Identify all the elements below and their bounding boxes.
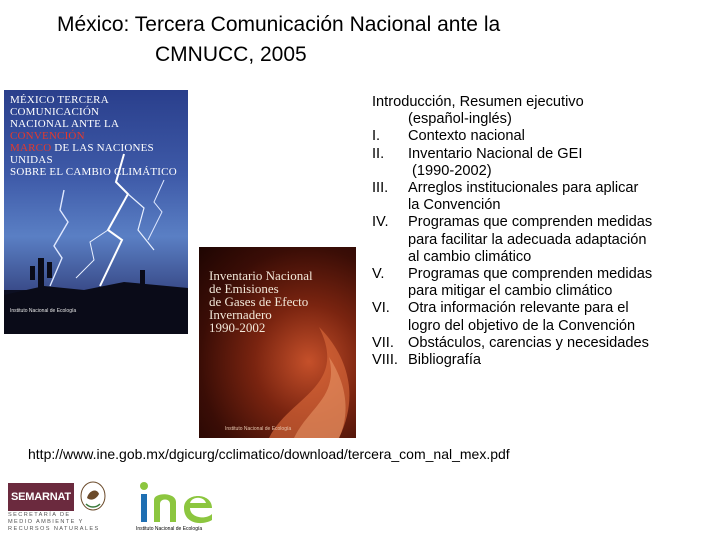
toc-item-number: I.	[372, 128, 381, 145]
mexican-eagle-crest-icon	[78, 478, 108, 512]
cover2-footer: Instituto Nacional de Ecología	[225, 426, 292, 432]
toc-item-number: II.	[372, 145, 385, 162]
toc-item-continuation: al cambio climático	[408, 248, 532, 265]
ine-mark-icon	[132, 478, 242, 526]
toc-intro-sub: (español-inglés)	[408, 111, 512, 128]
toc-item-continuation: para facilitar la adecuada adaptación	[408, 231, 647, 248]
title-line-2: CMNUCC, 2005	[155, 43, 307, 66]
toc-item: I. Contexto nacional	[372, 128, 525, 145]
toc-item-continuation: la Convención	[408, 197, 501, 214]
ine-logo	[132, 478, 242, 540]
document-url[interactable]: http://www.ine.gob.mx/dgicurg/cclimatico/download/tercera_com_nal_mex.pdf	[28, 446, 510, 462]
cover1-title: MÉXICO TERCERA COMUNICACIÓN NACIONAL ANTE LA CONVENCIÓN MARCO DE LAS NACIONES UNIDAS SOBRE EL CAMBIO CLIMÁTICO	[10, 94, 177, 178]
toc-item: III. Arreglos institucionales para aplicar	[372, 180, 639, 197]
cover2-title: Inventario Nacional de Emisiones de Gases de Efecto Invernadero 1990-2002	[209, 268, 313, 335]
toc-item: VIII. Bibliografía	[372, 352, 482, 369]
table-of-contents	[372, 94, 717, 369]
ine-label: Instituto Nacional de Ecología	[136, 526, 203, 532]
toc-item-number: III.	[372, 180, 389, 197]
toc-item-number: VI.	[372, 300, 390, 317]
semarnat-brand-bar: SEMARNAT	[8, 483, 74, 511]
cover-tercera-comunicacion	[4, 90, 188, 334]
toc-item-number: VII.	[372, 334, 394, 351]
toc-item-number: IV.	[372, 214, 389, 231]
toc-item-number: V.	[372, 266, 385, 283]
toc-item: VI. Otra información relevante para el	[372, 300, 629, 317]
cover1-footer: Instituto Nacional de Ecología	[10, 308, 77, 314]
toc-item-continuation: para mitigar el cambio climático	[408, 283, 613, 300]
toc-item-continuation: logro del objetivo de la Convención	[408, 317, 636, 334]
toc-item: II. Inventario Nacional de GEI	[372, 145, 583, 162]
toc-item: V. Programas que comprenden medidas	[372, 266, 653, 283]
toc-item-number: VIII.	[372, 352, 398, 369]
title-line-1: México: Tercera Comunicación Nacional ante la	[57, 13, 501, 36]
semarnat-subtitle: SECRETARÍA DE MEDIO AMBIENTE Y RECURSOS NATURALES	[8, 512, 100, 532]
cover-inventario	[199, 247, 356, 438]
toc-item-continuation: (1990-2002)	[408, 162, 492, 179]
toc-intro: Introducción, Resumen ejecutivo	[372, 94, 584, 110]
toc-item: IV. Programas que comprenden medidas	[372, 214, 653, 231]
semarnat-logo	[8, 478, 104, 538]
toc-item: VII. Obstáculos, carencias y necesidades	[372, 334, 649, 351]
